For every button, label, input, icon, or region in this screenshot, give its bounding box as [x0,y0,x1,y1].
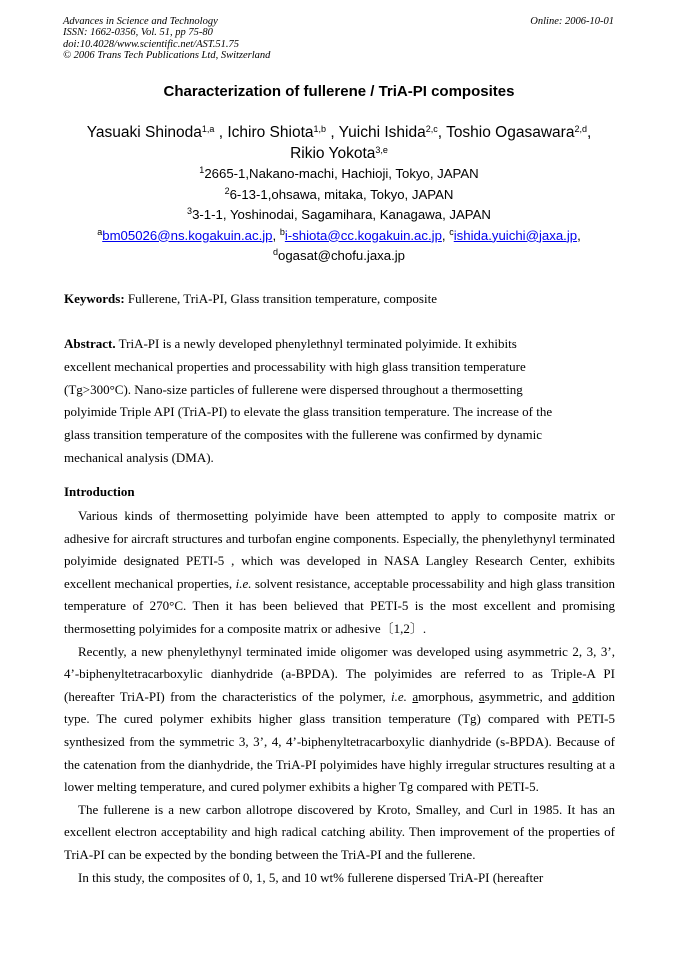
abstract-line: (Tg>300°C). Nano-size particles of fullerene were dispersed throughout a thermosetting [64,381,523,397]
author-affiliation-mark: 2,d [574,124,587,134]
text-run: solvent resistance, acceptable processability and high glass transition temperature of 270°C. Then it has been believed that PETI-5 is the most excellent and promising thermosetting polyimides for a composite matrix or adhesive〔1,2〕. [64,575,615,636]
abstract-text: TriA-PI is a newly developed phenylethnyl terminated polyimide. It exhibits [118,336,517,351]
abstract-line [64,333,615,356]
doi-line: doi:10.4028/www.scientific.net/AST.51.75 [63,38,240,50]
text-run-italic: i.e. [235,575,252,591]
abstract-line: mechanical analysis (DMA). [64,449,214,465]
affiliation-text: 6-13-1,ohsawa, mitaka, Tokyo, JAPAN [229,186,454,202]
author-separator: , [214,124,228,141]
copyright-line: © 2006 Trans Tech Publications Ltd, Switzerland [63,49,271,61]
journal-metadata [63,16,270,61]
affiliation-line [0,205,678,226]
abstract-line: glass transition temperature of the composites with the fullerene was confirmed by dynamic [64,427,542,443]
keywords-text: Fullerene, TriA-PI, Glass transition temperature, composite [127,291,437,306]
keywords-section [64,291,615,307]
introduction-heading: Introduction [64,484,135,499]
email-line [0,246,678,267]
underlined-letter: a [478,688,485,704]
author-separator: , [437,124,447,141]
paragraph: The fullerene is a new carbon allotrope discovered by Kroto, Smalley, and Curl in 1985. It has an excellent electron acceptability and high radical catching ability. Then improvement of the properties of TriA-PI can be expected by the bonding between the TriA-PI and the fullerene. [64,801,615,862]
email-d: ogasat@chofu.jaxa.jp [277,248,406,263]
affiliation-text: 3-1-1, Yoshinodai, Sagamihara, Kanagawa, JAPAN [192,207,491,222]
paper-title: Characterization of fullerene / TriA-PI composites [163,83,515,100]
author-affiliation-mark: 3,e [375,145,388,155]
affiliation-mark: 3 [187,206,193,216]
text-run-italic: i.e. [391,688,407,704]
keywords-label: Keywords: [64,291,125,306]
author-name: Yasuaki Shinoda [86,124,202,141]
author-name: Toshio Ogasawara [446,124,575,141]
author-name: Rikio Yokota [290,145,376,162]
author-separator: , [326,124,339,141]
author-name: Yuichi Ishida [338,124,426,141]
email-mark: b [279,226,285,237]
email-link-b[interactable]: i-shiota@cc.kogakuin.ac.jp [284,227,442,243]
text-run: morphous, [418,688,479,704]
author-name: Ichiro Shiota [227,124,314,141]
author-affiliation-mark: 2,c [425,124,438,134]
text-run: Recently, a new phenylethynyl terminated imide oligomer was developed using asymmetric 2, 3, 3’, 4’-biphenyltetracarboxylic dianhydride (a-BPDA). The polyimides are referred to as Triple-A PI (hereafter TriA-PI) from the characteristics of the polymer, [64,643,615,704]
abstract-line: excellent mechanical properties and processability with high glass transition temperature [64,358,526,374]
email-mark: a [97,226,103,237]
abstract-section [64,333,615,470]
affiliation-list [0,164,678,267]
abstract-line: polyimide Triple API (TriA-PI) to elevate the glass transition temperature. The increase of the [64,404,553,420]
journal-name: Advances in Science and Technology [63,16,218,27]
email-mark: d [272,247,278,257]
email-mark: c [449,226,454,237]
email-link-c[interactable]: ishida.yuichi@jaxa.jp [453,227,578,243]
underlined-letter: a [572,688,579,704]
text-run: symmetric, and [484,688,573,704]
author-affiliation-mark: 1,b [313,124,327,134]
affiliation-mark: 1 [199,165,205,175]
introduction-body [64,505,615,889]
text-run: Various kinds of thermosetting polyimide have been attempted to apply to composite matrix or adhesive for aircraft structures and turbofan engine components. Especially, the phenylethynyl terminated polyimide designated PETI-5 , which was developed in NASA Langley Research Center, exhibits excellent mechanical properties, [64,508,615,591]
paragraph: In this study, the composites of 0, 1, 5, and 10 wt% fullerene dispersed TriA-PI (hereafter [78,869,544,885]
affiliation-mark: 2 [224,185,230,196]
author-separator: , [586,124,592,141]
online-date: Online: 2006-10-01 [530,16,614,27]
affiliation-text: 2665-1,Nakano-machi, Hachioji, Tokyo, JAPAN [204,166,479,181]
email-link-a[interactable]: bm05026@ns.kogakuin.ac.jp [102,227,273,243]
paragraph [64,505,615,641]
paragraph [64,641,615,799]
issn-line: ISSN: 1662-0356, Vol. 51, pp 75-80 [63,27,213,39]
affiliation-line [0,164,678,185]
text-run: ddition type. The cured polymer exhibits higher glass transition temperature (Tg) compared with PETI-5 synthesized from the symmetric 3, 3’, 4, 4’-biphenyltetracarboxylic dianhydride (s-BPDA). Because of the catenation from the dianhydride, the TriA-PI polyimides have highly irregular structures resulting at a lower melting temperature, and cured polymer exhibits a higher Tg compared with PETI-5. [64,688,615,795]
affiliation-line [0,185,678,206]
author-affiliation-mark: 1,a [201,124,215,134]
underlined-letter: a [412,688,419,704]
author-list [40,122,638,164]
abstract-label: Abstract. [64,336,116,351]
email-line: $^a$bm05026@ns.kogakuin.ac.jp, $^b$i-shiota@cc.kogakuin.ac.jp, $^c$ishida.yuichi@jaxa.jp, [97,226,581,243]
